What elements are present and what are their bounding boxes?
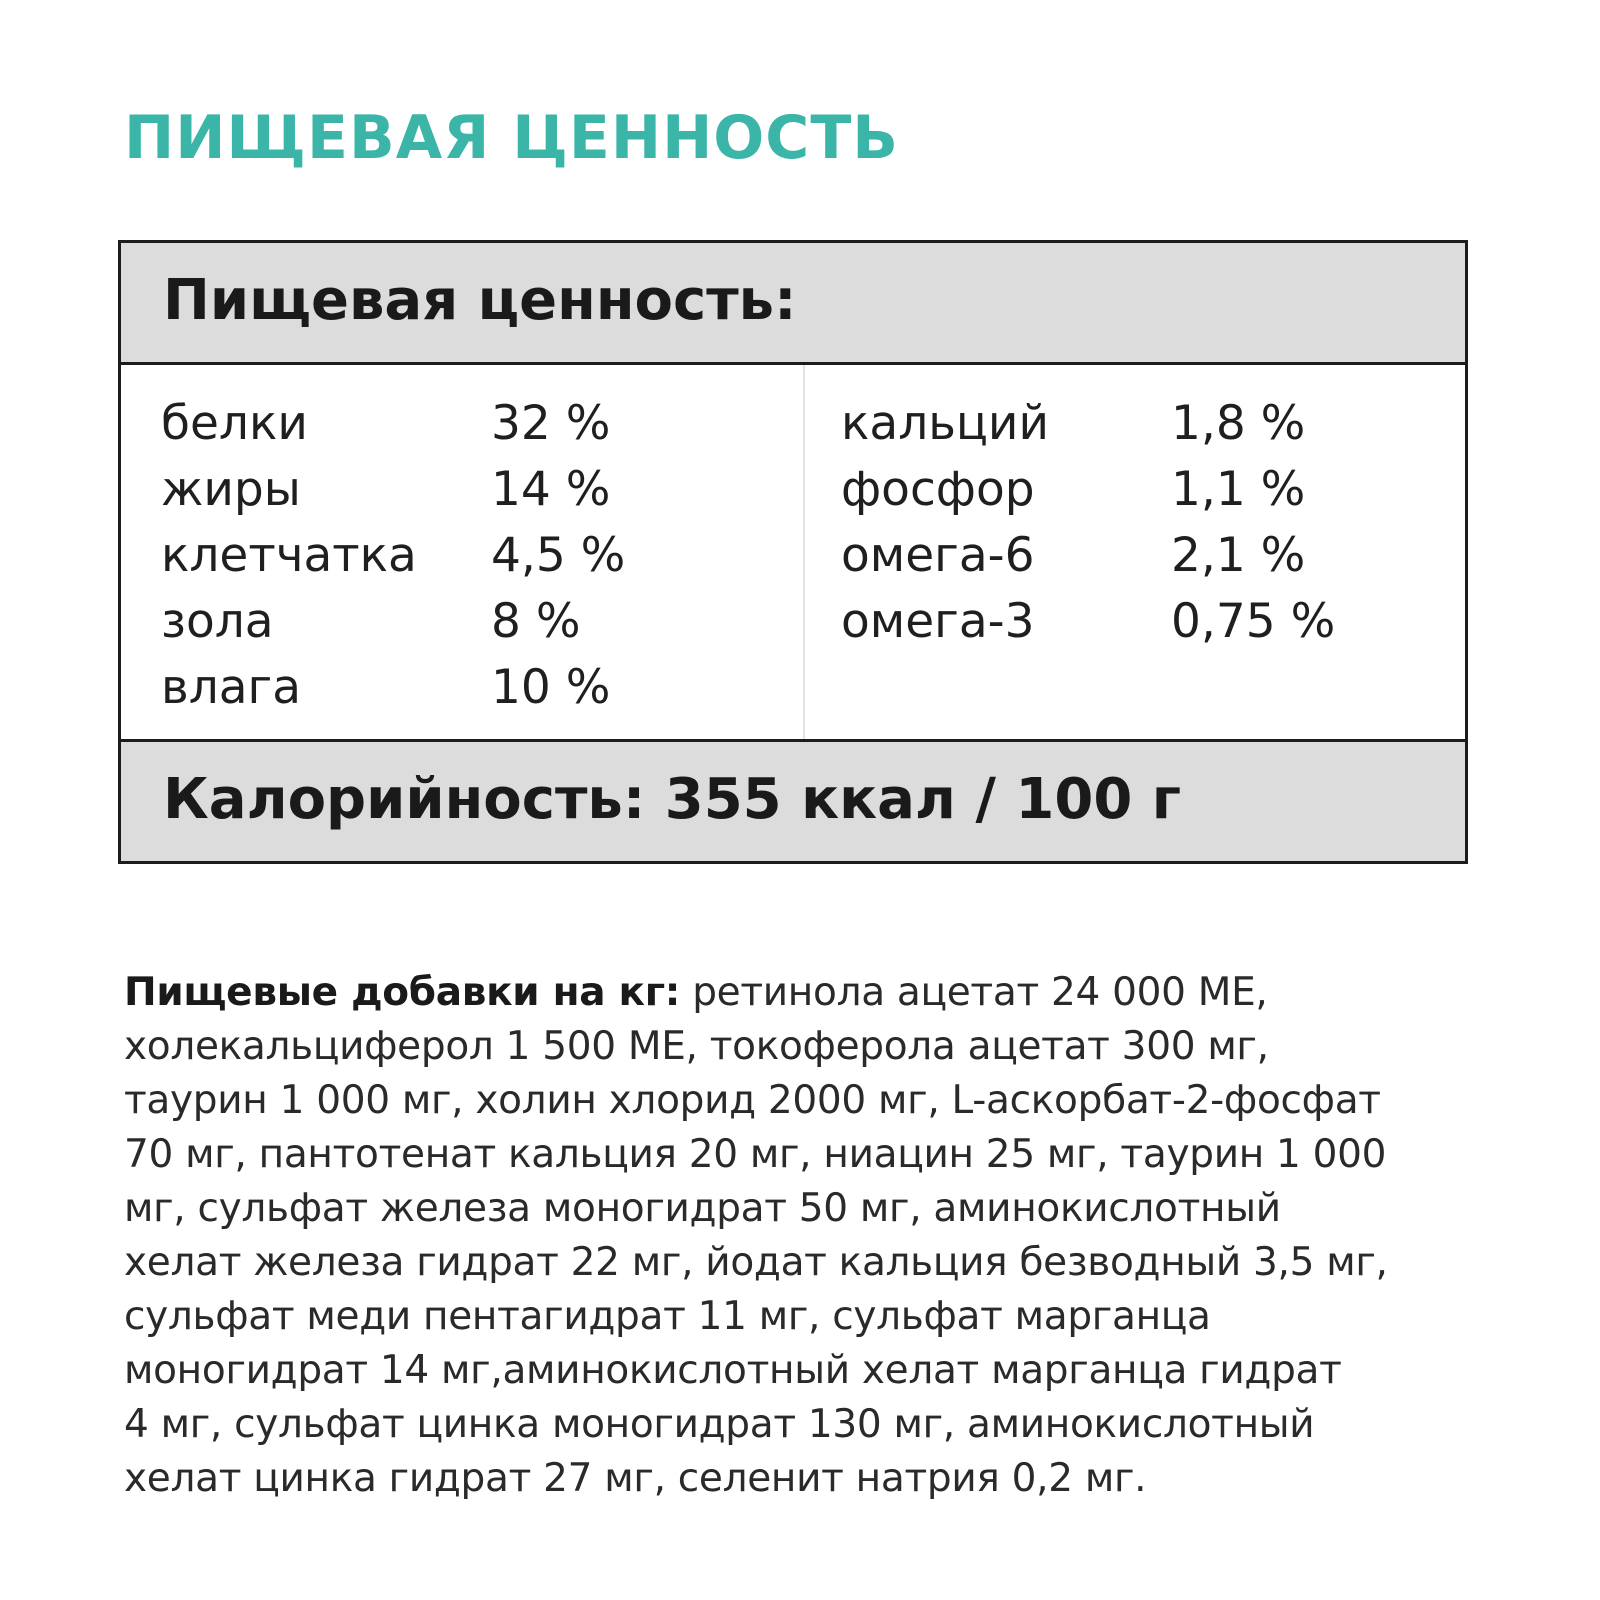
additives-line: сульфат меди пентагидрат 11 мг, сульфат марганца (124, 1294, 1211, 1339)
additives-label: Пищевые добавки на кг: (124, 970, 681, 1015)
nutrient-value: 8 % (491, 594, 581, 649)
nutrient-value: 1,8 % (1171, 396, 1306, 451)
table-footer (121, 739, 1465, 861)
additives-paragraph (124, 966, 1524, 1506)
nutrient-value: 1,1 % (1171, 462, 1306, 517)
nutrient-value: 0,75 % (1171, 594, 1336, 649)
nutrition-table (118, 240, 1468, 864)
additives-line: 70 мг, пантотенат кальция 20 мг, ниацин 25 мг, таурин 1 000 (124, 1132, 1387, 1177)
nutrient-value: 2,1 % (1171, 528, 1306, 583)
column-divider (803, 365, 805, 742)
additives-line: хелат железа гидрат 22 мг, йодат кальция безводный 3,5 мг, (124, 1240, 1388, 1285)
table-body (121, 365, 1465, 742)
additives-line: таурин 1 000 мг, холин хлорид 2000 мг, L-аскорбат-2-фосфат (124, 1078, 1381, 1123)
additives-line: хелат цинка гидрат 27 мг, селенит натрия 0,2 мг. (124, 1456, 1147, 1501)
nutrient-value: 14 % (491, 462, 611, 517)
nutrient-value: 32 % (491, 396, 611, 451)
nutrient-name: жиры (161, 462, 301, 517)
table-header-label: Пищевая ценность: (163, 268, 797, 333)
nutrient-name: фосфор (841, 462, 1035, 517)
additives-text: ретинола ацетат 24 000 МЕ, (680, 970, 1268, 1015)
additives-line: мг, сульфат железа моногидрат 50 мг, аминокислотный (124, 1186, 1281, 1231)
nutrient-name: влага (161, 660, 302, 715)
nutrient-name: омега-3 (841, 594, 1035, 649)
nutrient-name: зола (161, 594, 274, 649)
nutrient-name: омега-6 (841, 528, 1035, 583)
nutrient-name: кальций (841, 396, 1050, 451)
additives-line (124, 966, 1524, 1020)
nutrient-value: 10 % (491, 660, 611, 715)
nutrient-value: 4,5 % (491, 528, 626, 583)
nutrient-name: клетчатка (161, 528, 417, 583)
table-header (121, 243, 1465, 365)
page-title: ПИЩЕВАЯ ЦЕННОСТЬ (124, 103, 899, 173)
additives-line: холекальциферол 1 500 МЕ, токоферола ацетат 300 мг, (124, 1024, 1269, 1069)
calorie-label: Калорийность: 355 ккал / 100 г (163, 767, 1182, 832)
additives-line: моногидрат 14 мг,аминокислотный хелат марганца гидрат (124, 1348, 1342, 1393)
nutrient-name: белки (161, 396, 308, 451)
additives-line: 4 мг, сульфат цинка моногидрат 130 мг, аминокислотный (124, 1402, 1315, 1447)
